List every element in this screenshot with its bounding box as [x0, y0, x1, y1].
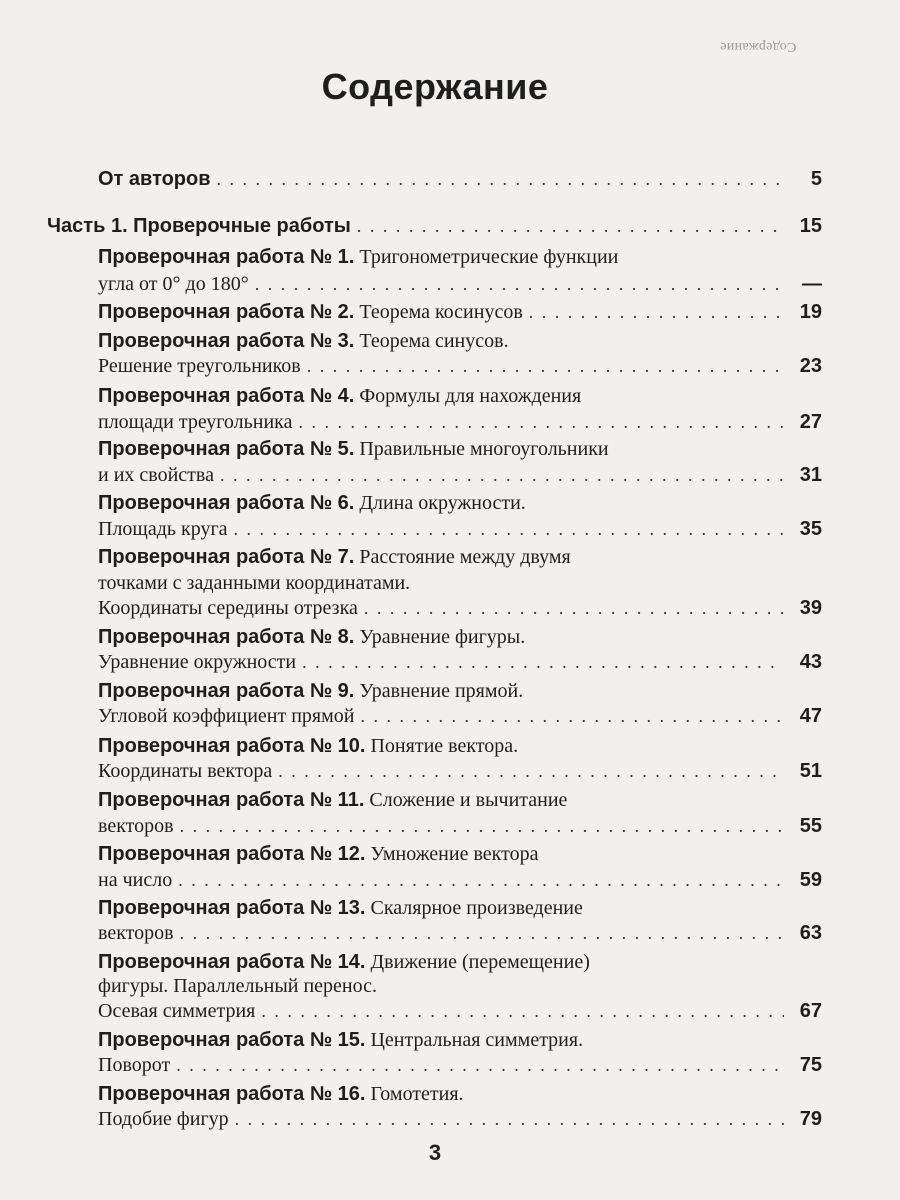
toc-leader-dots	[364, 598, 784, 619]
toc-item-3-last[interactable]: Решение треугольников . . . 23	[98, 355, 822, 378]
toc-item-10-line1[interactable]: Проверочная работа № 10. Понятие вектора.	[98, 735, 519, 757]
toc-entry-authors[interactable]	[98, 168, 822, 191]
toc-page-number: 79	[799, 1108, 822, 1130]
toc-page-number: 59	[799, 869, 822, 891]
toc-item-7-line2[interactable]: точками с заданными координатами.	[98, 572, 411, 594]
toc-leader-dots	[357, 216, 784, 237]
toc-item-9-line1[interactable]: Проверочная работа № 9. Уравнение прямой.	[98, 680, 524, 702]
toc-item-4-line1[interactable]: Проверочная работа № 4. Формулы для нахождения	[98, 385, 582, 407]
toc-leader-dots	[176, 1055, 784, 1076]
toc-page-number: 43	[799, 651, 822, 673]
toc-leader-dots	[298, 412, 784, 433]
toc-item-16-line1[interactable]: Проверочная работа № 16. Гомотетия.	[98, 1083, 464, 1105]
toc-item-16-last[interactable]: Подобие фигур . . . 79	[98, 1108, 822, 1131]
toc-item-7-line1[interactable]: Проверочная работа № 7. Расстояние между двумя	[98, 546, 571, 568]
toc-leader-dots	[235, 1109, 784, 1130]
toc-page-number: 55	[799, 815, 822, 837]
toc-item-10-last[interactable]: Координаты вектора . . . 51	[98, 760, 822, 783]
toc-page-number: 5	[810, 168, 822, 190]
toc-leader-dots	[278, 761, 784, 782]
toc-leader-dots	[217, 169, 784, 190]
toc-item-15-last[interactable]: Поворот . . . 75	[98, 1054, 822, 1077]
toc-item-15-line1[interactable]: Проверочная работа № 15. Центральная симметрия.	[98, 1029, 584, 1051]
toc-item-9-last[interactable]: Угловой коэффициент прямой . . . 47	[98, 705, 822, 728]
toc-leader-dots	[180, 816, 784, 837]
toc-entry-label: От авторов	[98, 168, 211, 190]
toc-page-number: 15	[799, 215, 822, 237]
toc-item-14-line1[interactable]: Проверочная работа № 14. Движение (перемещение)	[98, 951, 590, 973]
toc-item-5-last[interactable]: и их свойства . . . 31	[98, 464, 822, 487]
toc-item-11-line1[interactable]: Проверочная работа № 11. Сложение и вычитание	[98, 789, 568, 811]
toc-leader-dots	[360, 706, 784, 727]
toc-item-7-last[interactable]: Координаты середины отрезка . . . 39	[98, 597, 822, 620]
toc-page-number: 23	[799, 355, 822, 377]
toc-page-number: 63	[799, 922, 822, 944]
toc-page-number: 27	[799, 411, 822, 433]
toc-item-6-last[interactable]: Площадь круга . . . 35	[98, 518, 822, 541]
toc-item-8-line1[interactable]: Проверочная работа № 8. Уравнение фигуры.	[98, 626, 526, 648]
toc-page-number: 67	[799, 1000, 822, 1022]
toc-item-8-last[interactable]: Уравнение окружности . . . 43	[98, 651, 822, 674]
toc-item-3-line1[interactable]: Проверочная работа № 3. Теорема синусов.	[98, 330, 509, 352]
toc-leader-dots	[261, 1001, 784, 1022]
toc-item-11-last[interactable]: векторов . . . 55	[98, 815, 822, 838]
toc-leader-dots	[255, 274, 784, 295]
page-number: 3	[428, 1140, 442, 1165]
toc-item-5-line1[interactable]: Проверочная работа № 5. Правильные многоугольники	[98, 438, 609, 460]
page-title: Содержание	[321, 66, 549, 107]
toc-item-1-last[interactable]: угла от 0° до 180° . . . —	[98, 273, 822, 296]
toc-item-1-line1[interactable]: Проверочная работа № 1. Тригонометрические функции	[98, 246, 619, 268]
toc-page-number: 51	[799, 760, 822, 782]
toc-leader-dots	[220, 465, 784, 486]
toc-page-number: 47	[799, 705, 822, 727]
toc-page-number: 19	[799, 301, 822, 323]
toc-leader-dots	[307, 356, 784, 377]
toc-item-6-line1[interactable]: Проверочная работа № 6. Длина окружности.	[98, 492, 526, 514]
toc-page-number: —	[802, 273, 822, 295]
toc-entry-part1[interactable]	[47, 215, 822, 238]
toc-leader-dots	[234, 519, 784, 540]
toc-item-12-line1[interactable]: Проверочная работа № 12. Умножение вектора	[98, 843, 539, 865]
toc-item-12-last[interactable]: на число . . . 59	[98, 869, 822, 892]
toc-item-14-line2[interactable]: фигуры. Параллельный перенос.	[98, 975, 377, 997]
toc-page-number: 39	[799, 597, 822, 619]
toc-page-number: 75	[799, 1054, 822, 1076]
toc-leader-dots	[302, 652, 784, 673]
toc-part-label: Часть 1. Проверочные работы	[47, 215, 351, 237]
toc-leader-dots	[529, 302, 784, 323]
toc-page-number: 35	[799, 518, 822, 540]
toc-leader-dots	[178, 870, 784, 891]
toc-item-14-last[interactable]: Осевая симметрия . . . 67	[98, 1000, 822, 1023]
running-head-bleedthrough: Содержание	[720, 39, 797, 54]
toc-leader-dots	[180, 923, 784, 944]
toc-page-number: 31	[799, 464, 822, 486]
toc-item-2[interactable]: Проверочная работа № 2. Теорема косинусов . . . 19	[98, 301, 822, 324]
toc-item-4-last[interactable]: площади треугольника . . . 27	[98, 411, 822, 434]
toc-item-13-last[interactable]: векторов . . . 63	[98, 922, 822, 945]
toc-item-13-line1[interactable]: Проверочная работа № 13. Скалярное произведение	[98, 897, 583, 919]
